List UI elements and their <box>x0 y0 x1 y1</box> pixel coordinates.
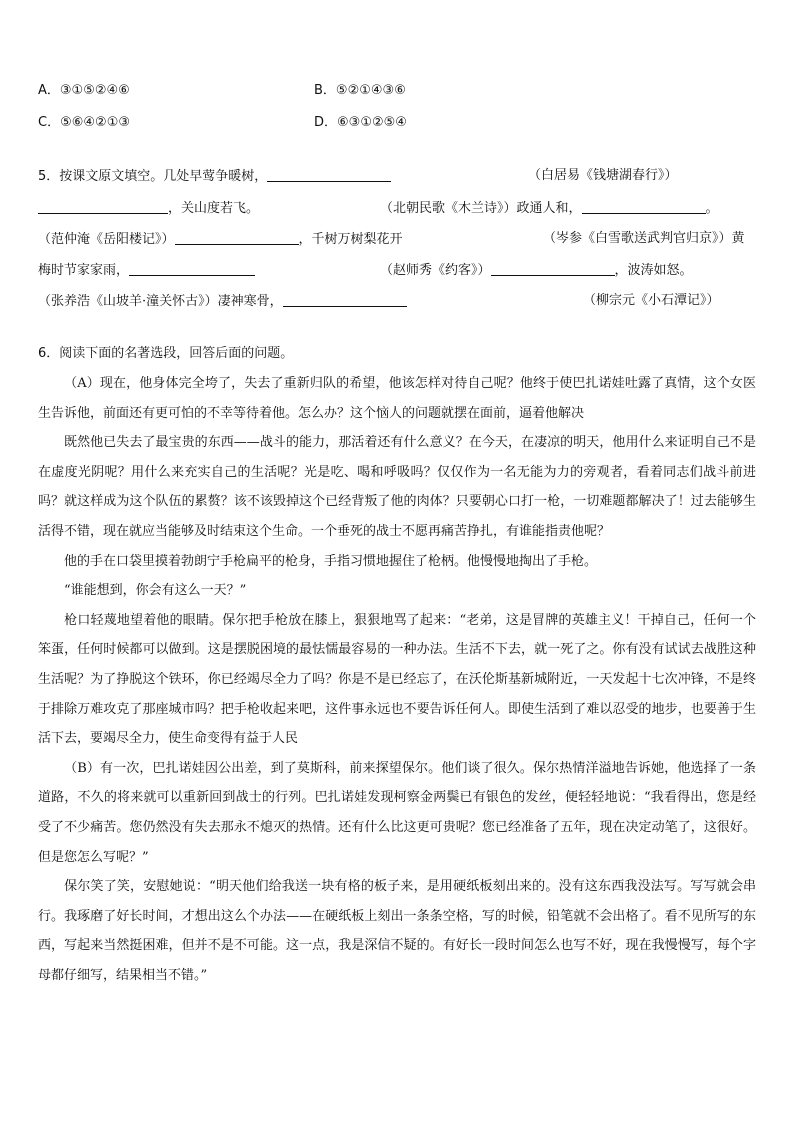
blank-4[interactable] <box>175 230 299 245</box>
paragraph-4: “谁能想到，你会有这么一天？” <box>64 583 247 599</box>
q5-source-2: （北朝民歌《木兰诗》）政通人和， <box>380 201 582 216</box>
option-d: D．⑥③①②⑤④ <box>314 115 407 130</box>
paragraph-b: （B）有一次，巴扎诺娃因公出差，到了莫斯科，前来探望保尔。他们谈了很久。保尔热情洋溢地告诉她，他选择了一条道路，不久的将来就可以重新回到战士的行列。巴扎诺娃发现柯察金两鬓已有银色的发丝，便轻轻地说：“我看得出，您是经受了不少痛苦。您仍然没有失去那永不熄灭的热情。还有什么比这更可贵呢？您已经准备了五年，现在决定动笔了，这很好。但是您怎么写呢？” <box>38 760 756 865</box>
q5-line1 <box>38 167 391 186</box>
option-b: B．⑤②①④③⑥ <box>314 83 406 98</box>
q5-line2 <box>38 199 259 218</box>
q5-text-5: ，波涛如怒。 <box>614 263 693 278</box>
q5-source-5: （赵师秀《约客》） <box>380 263 491 278</box>
q5-source-6: （张养浩《山坡羊·潼关怀古》）凄神寒骨， <box>38 294 283 309</box>
q5-intro: 5．按课文原文填空。几处早莺争暖树， <box>38 169 268 184</box>
q5-line5 <box>38 292 407 311</box>
paragraph-a: （A）现在，他身体完全垮了，失去了重新归队的希望，他该怎样对待自己呢？他终于使巴扎诺娃吐露了真情，这个女医生告诉他，前面还有更可怕的不幸等待着他。怎么办？这个恼人的问题就摆在面前，逼着他解决 <box>38 376 756 421</box>
q6-title: 6．阅读下面的名著选段，回答后面的问题。 <box>38 346 294 361</box>
q6-passage <box>38 369 756 990</box>
paragraph-5: 枪口轻蔑地望着他的眼睛。保尔把手枪放在膝上，狠狠地骂了起来：“老弟，这是冒牌的英雄主义！干掉自己，任何一个笨蛋，任何时候都可以做到。这是摆脱困境的最怯懦最容易的一种办法。生活不下去，就一死了之。你有没有试试去战胜这种生活呢？为了挣脱这个铁环，你已经竭尽全力了吗？你是不是已经忘了，在沃伦斯基新城附近，一天发起十七次冲锋，不是终于排除万难攻克了那座城市吗？把手枪收起来吧，这件事永远也不要告诉任何人。即使生活到了难以忍受的地步，也要善于生活下去，要竭尽全力，使生命变得有益于人民 <box>38 612 756 747</box>
paragraph-7: 保尔笑了笑，安慰她说：“明天他们给我送一块有格的板子来，是用硬纸板刻出来的。没有这东西我没法写。写写就会串行。我琢磨了好长时间，才想出这么个办法——在硬纸板上刻出一条条空格，写的时候，铅笔就不会出格了。看不见所写的东西，写起来当然挺困难，但并不是不可能。这一点，我是深信不疑的。有好长一段时间怎么也写不好，现在我慢慢写，每个字母都仔细写，结果相当不错。” <box>38 879 756 983</box>
blank-5[interactable] <box>129 261 255 276</box>
q5-period: 。 <box>705 201 719 216</box>
q5-source-7: （柳宗元《小石潭记》） <box>583 293 720 308</box>
q5-text-2: ，关山度若飞。 <box>168 201 260 216</box>
q5-text-3: ，千树万树梨花开 <box>298 232 403 247</box>
option-a: A．③①⑤②④⑥ <box>38 83 130 98</box>
q5-line3 <box>38 230 403 249</box>
option-c: C．⑤⑥④②①③ <box>38 115 131 130</box>
paragraph-2: 既然他已失去了最宝贵的东西——战斗的能力，那活着还有什么意义？在今天，在凄凉的明天，他用什么来证明自己不是在虚度光阴呢？用什么来充实自己的生活呢？光是吃、喝和呼吸吗？仅仅作为一名无能为力的旁观者，看着同志们战斗前进吗？就这样成为这个队伍的累赘？该不该毁掉这个已经背叛了他的肉体？只要朝心口打一枪，一切难题都解决了！过去能够生活得不错，现在就应当能够及时结束这个生命。一个垂死的战士不愿再痛苦挣扎，有谁能指责他呢？ <box>38 435 756 539</box>
blank-2[interactable] <box>38 199 168 214</box>
q5-source-4: （岑参《白雪歌送武判官归京》）黄 <box>543 231 745 246</box>
blank-7[interactable] <box>283 292 407 307</box>
blank-3[interactable] <box>582 199 706 214</box>
blank-6[interactable] <box>491 261 615 276</box>
q5-line2b <box>380 199 719 218</box>
q5-line4b <box>380 261 693 280</box>
q5-source-1: （白居易《钱塘湖春行》） <box>528 168 678 183</box>
blank-1[interactable] <box>267 167 391 182</box>
q5-line4 <box>38 261 255 280</box>
paragraph-3: 他的手在口袋里摸着勃朗宁手枪扁平的枪身，手指习惯地握住了枪柄。他慢慢地掏出了手枪。 <box>64 553 598 569</box>
q5-text-4: 梅时节家家雨， <box>38 263 130 278</box>
q5-source-3: （范仲淹《岳阳楼记》） <box>38 232 175 247</box>
